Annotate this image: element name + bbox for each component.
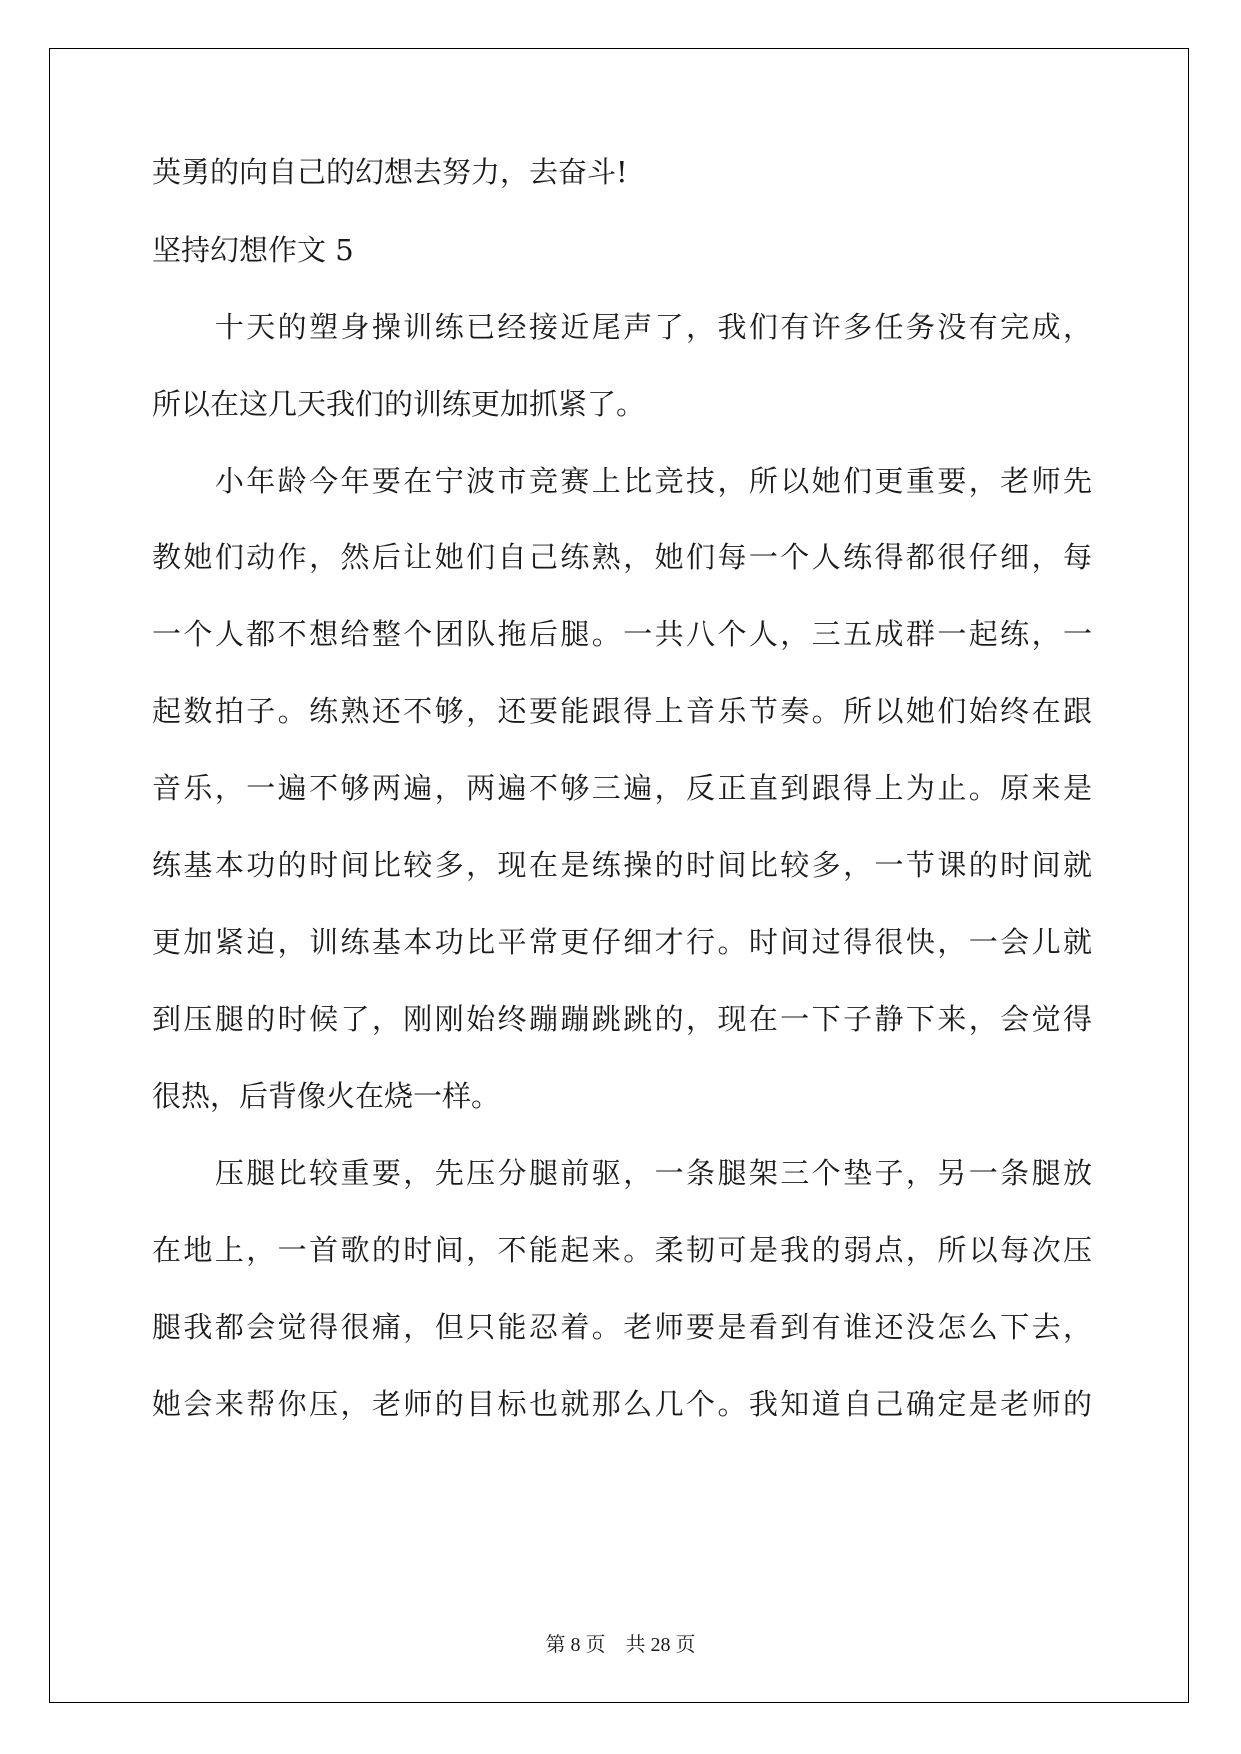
text-line: 小年龄今年要在宁波市竞赛上比竞技，所以她们更重要，老师先 bbox=[152, 464, 1092, 498]
section-heading: 坚持幻想作文 5 bbox=[152, 233, 354, 267]
text-line: 一个人都不想给整个团队拖后腿。一共八个人，三五成群一起练，一 bbox=[152, 617, 1092, 651]
text-line: 她会来帮你压，老师的目标也就那么几个。我知道自己确定是老师的 bbox=[152, 1387, 1092, 1421]
text-line: 腿我都会觉得很痛，但只能忍着。老师要是看到有谁还没怎么下去， bbox=[152, 1310, 1092, 1344]
text-line: 十天的塑身操训练已经接近尾声了，我们有许多任务没有完成， bbox=[152, 310, 1092, 344]
text-line: 练基本功的时间比较多，现在是练操的时间比较多，一节课的时间就 bbox=[152, 848, 1092, 882]
text-line: 英勇的向自己的幻想去努力，去奋斗! bbox=[152, 155, 628, 189]
text-line: 在地上，一首歌的时间，不能起来。柔韧可是我的弱点，所以每次压 bbox=[152, 1233, 1092, 1267]
text-line: 音乐，一遍不够两遍，两遍不够三遍，反正直到跟得上为止。原来是 bbox=[152, 771, 1092, 805]
text-line: 到压腿的时候了，刚刚始终蹦蹦跳跳的，现在一下子静下来，会觉得 bbox=[152, 1002, 1092, 1036]
page-number: 第 8 页 共 28 页 bbox=[545, 1634, 696, 1656]
text-line: 更加紧迫，训练基本功比平常更仔细才行。时间过得很快，一会儿就 bbox=[152, 925, 1092, 959]
text-line: 起数拍子。练熟还不够，还要能跟得上音乐节奏。所以她们始终在跟 bbox=[152, 694, 1092, 728]
text-line: 所以在这几天我们的训练更加抓紧了。 bbox=[152, 387, 646, 421]
text-line: 压腿比较重要，先压分腿前驱，一条腿架三个垫子，另一条腿放 bbox=[152, 1156, 1092, 1190]
page-footer bbox=[0, 1628, 1241, 1657]
text-line: 教她们动作，然后让她们自己练熟，她们每一个人练得都很仔细，每 bbox=[152, 540, 1092, 574]
text-line: 很热，后背像火在烧一样。 bbox=[152, 1079, 501, 1113]
